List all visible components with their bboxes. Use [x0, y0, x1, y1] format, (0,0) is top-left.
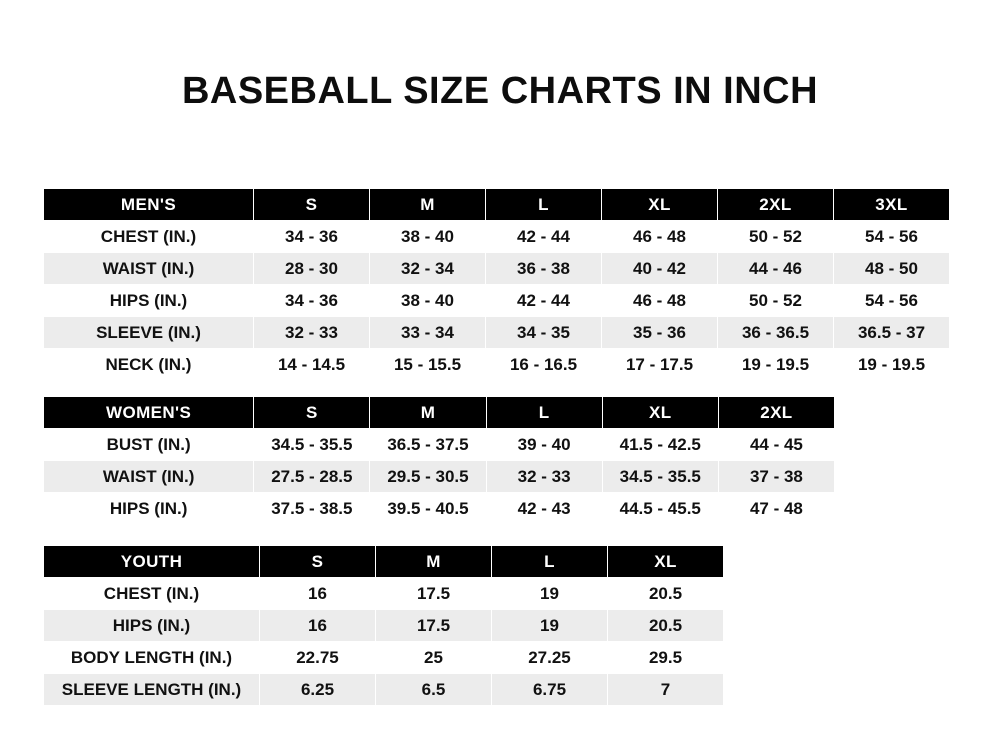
table-cell: 37 - 38 — [718, 461, 834, 493]
table-cell: 7 — [608, 674, 724, 706]
table-cell: 34 - 35 — [486, 317, 602, 349]
table-cell: 29.5 — [608, 642, 724, 674]
table-cell: 34 - 36 — [254, 285, 370, 317]
table-cell: 27.5 - 28.5 — [254, 461, 370, 493]
table-cell: 38 - 40 — [370, 221, 486, 253]
table-row — [44, 429, 835, 461]
table-header-cell: S — [254, 189, 370, 221]
table-cell: 20.5 — [608, 610, 724, 642]
table-header-row — [44, 189, 950, 221]
table-row — [44, 578, 724, 610]
table-header-cell: L — [486, 397, 602, 429]
table-cell: 15 - 15.5 — [370, 349, 486, 381]
table-cell: 36 - 36.5 — [718, 317, 834, 349]
table-cell: 34.5 - 35.5 — [254, 429, 370, 461]
row-label: HIPS (IN.) — [44, 285, 254, 317]
row-label: WAIST (IN.) — [44, 253, 254, 285]
table-cell: 6.25 — [260, 674, 376, 706]
table-row — [44, 610, 724, 642]
table-cell: 6.75 — [492, 674, 608, 706]
table-cell: 19 - 19.5 — [834, 349, 950, 381]
table-cell: 47 - 48 — [718, 493, 834, 525]
table-row — [44, 642, 724, 674]
table-row — [44, 674, 724, 706]
table-header-cell: XL — [602, 397, 718, 429]
table-row — [44, 253, 950, 285]
table-header-cell: S — [254, 397, 370, 429]
table-header-cell: 2XL — [718, 397, 834, 429]
row-label: BODY LENGTH (IN.) — [44, 642, 260, 674]
row-label: CHEST (IN.) — [44, 221, 254, 253]
table-row — [44, 285, 950, 317]
row-label: CHEST (IN.) — [44, 578, 260, 610]
womens-size-table — [43, 396, 835, 525]
table-cell: 39 - 40 — [486, 429, 602, 461]
table-header-cell: 2XL — [718, 189, 834, 221]
table-cell: 39.5 - 40.5 — [370, 493, 486, 525]
table-cell: 22.75 — [260, 642, 376, 674]
row-label: NECK (IN.) — [44, 349, 254, 381]
table-cell: 50 - 52 — [718, 285, 834, 317]
table-header-cell: L — [486, 189, 602, 221]
table-cell: 40 - 42 — [602, 253, 718, 285]
table-cell: 38 - 40 — [370, 285, 486, 317]
table-header-row — [44, 546, 724, 578]
table-cell: 25 — [376, 642, 492, 674]
table-cell: 19 - 19.5 — [718, 349, 834, 381]
table-cell: 17.5 — [376, 610, 492, 642]
table-row — [44, 493, 835, 525]
table-cell: 54 - 56 — [834, 221, 950, 253]
page-title: BASEBALL SIZE CHARTS IN INCH — [181, 70, 819, 112]
table-cell: 29.5 - 30.5 — [370, 461, 486, 493]
table-header-row — [44, 397, 835, 429]
youth-size-table — [43, 545, 724, 706]
table-cell: 17 - 17.5 — [602, 349, 718, 381]
table-cell: 32 - 34 — [370, 253, 486, 285]
table-header-cell: S — [260, 546, 376, 578]
table-cell: 6.5 — [376, 674, 492, 706]
table-cell: 36.5 - 37 — [834, 317, 950, 349]
table-cell: 46 - 48 — [602, 221, 718, 253]
table-cell: 16 — [260, 610, 376, 642]
table-cell: 37.5 - 38.5 — [254, 493, 370, 525]
table-cell: 27.25 — [492, 642, 608, 674]
table-header-cell: YOUTH — [44, 546, 260, 578]
table-cell: 41.5 - 42.5 — [602, 429, 718, 461]
table-cell: 42 - 44 — [486, 285, 602, 317]
row-label: BUST (IN.) — [44, 429, 254, 461]
mens-size-table — [43, 188, 950, 381]
row-label: WAIST (IN.) — [44, 461, 254, 493]
table-cell: 19 — [492, 578, 608, 610]
table-cell: 48 - 50 — [834, 253, 950, 285]
table-cell: 14 - 14.5 — [254, 349, 370, 381]
table-cell: 44.5 - 45.5 — [602, 493, 718, 525]
table-header-cell: L — [492, 546, 608, 578]
table-cell: 50 - 52 — [718, 221, 834, 253]
table-cell: 42 - 43 — [486, 493, 602, 525]
table-cell: 16 - 16.5 — [486, 349, 602, 381]
table-cell: 17.5 — [376, 578, 492, 610]
table-header-cell: M — [370, 189, 486, 221]
table-header-cell: WOMEN'S — [44, 397, 254, 429]
table-header-cell: XL — [608, 546, 724, 578]
table-cell: 35 - 36 — [602, 317, 718, 349]
table-cell: 44 - 46 — [718, 253, 834, 285]
table-cell: 54 - 56 — [834, 285, 950, 317]
table-cell: 36 - 38 — [486, 253, 602, 285]
row-label: SLEEVE LENGTH (IN.) — [44, 674, 260, 706]
table-cell: 20.5 — [608, 578, 724, 610]
table-cell: 32 - 33 — [486, 461, 602, 493]
table-header-cell: MEN'S — [44, 189, 254, 221]
table-cell: 42 - 44 — [486, 221, 602, 253]
table-cell: 19 — [492, 610, 608, 642]
row-label: HIPS (IN.) — [44, 610, 260, 642]
table-cell: 16 — [260, 578, 376, 610]
table-cell: 34 - 36 — [254, 221, 370, 253]
table-row — [44, 317, 950, 349]
table-header-cell: M — [370, 397, 486, 429]
table-row — [44, 349, 950, 381]
table-header-cell: M — [376, 546, 492, 578]
table-header-cell: 3XL — [834, 189, 950, 221]
table-cell: 33 - 34 — [370, 317, 486, 349]
table-cell: 28 - 30 — [254, 253, 370, 285]
table-row — [44, 461, 835, 493]
table-cell: 46 - 48 — [602, 285, 718, 317]
table-cell: 32 - 33 — [254, 317, 370, 349]
row-label: HIPS (IN.) — [44, 493, 254, 525]
table-cell: 44 - 45 — [718, 429, 834, 461]
table-cell: 36.5 - 37.5 — [370, 429, 486, 461]
row-label: SLEEVE (IN.) — [44, 317, 254, 349]
table-header-cell: XL — [602, 189, 718, 221]
table-cell: 34.5 - 35.5 — [602, 461, 718, 493]
table-row — [44, 221, 950, 253]
